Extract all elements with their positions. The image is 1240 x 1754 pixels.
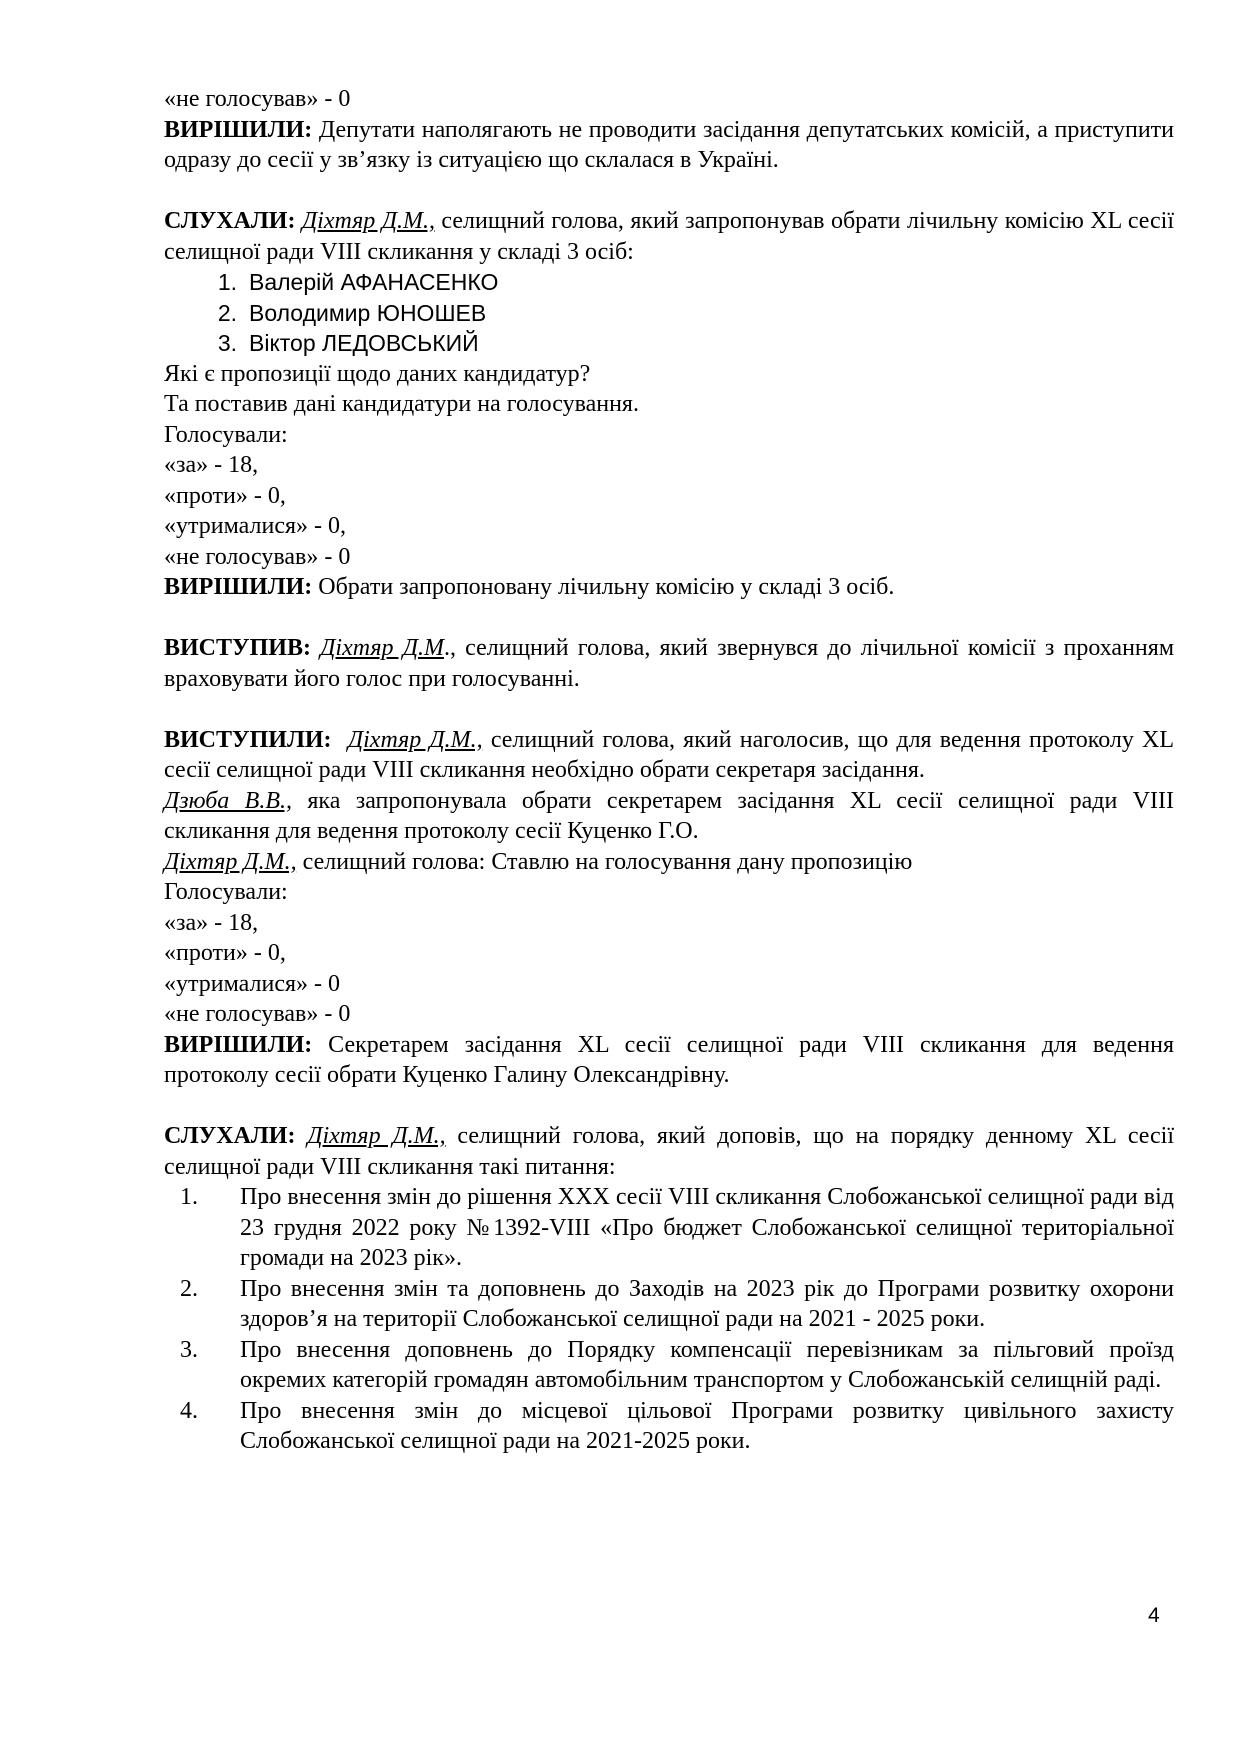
vote-not-voted: «не голосував» - 0 bbox=[164, 86, 351, 112]
speeches-paragraph bbox=[164, 725, 1174, 786]
speech-label: ВИСТУПИВ: bbox=[164, 635, 311, 661]
vote-not-voted: «не голосував» - 0 bbox=[164, 543, 351, 570]
list-item: 2. Володимир ЮНОШЕВ bbox=[164, 298, 1174, 329]
list-item: 1. Валерій АФАНАСЕНКО bbox=[164, 267, 1174, 298]
counting-commission-list bbox=[164, 267, 1174, 359]
put-to-vote-text: Та поставив дані кандидатури на голосування. bbox=[164, 391, 639, 417]
proposal-text: яка запропонувала обрати секретарем засідання XL сесії селищної ради VIII скликання для ведення протоколу сесії Куценко Г.О. bbox=[164, 787, 1174, 844]
speech-paragraph bbox=[164, 633, 1174, 694]
proposal-paragraph bbox=[164, 786, 1174, 847]
member-name: Володимир ЮНОШЕВ bbox=[249, 299, 487, 326]
document-page bbox=[164, 84, 1174, 1457]
vote-for: «за» - 18, bbox=[164, 909, 259, 936]
decision-paragraph bbox=[164, 572, 1174, 603]
proposer-name: Дзюба В.В., bbox=[164, 787, 292, 814]
decision-label: ВИРІШИЛИ: bbox=[164, 116, 313, 143]
vote-not-voted: «не голосував» - 0 bbox=[164, 1001, 351, 1027]
decision-text: Обрати запропоновану лічильну комісію у складі 3 осіб. bbox=[312, 574, 895, 600]
decision-text: Секретарем засідання XL сесії селищної ради VIII скликання для ведення протоколу сесії обрати Куценко Галину Олександрівну. bbox=[164, 1031, 1174, 1088]
vote-abstained: «утрималися» - 0, bbox=[164, 513, 347, 539]
chair-name: Діхтяр Д.М., bbox=[164, 848, 297, 875]
heard-paragraph bbox=[164, 1121, 1174, 1182]
decision-label: ВИРІШИЛИ: bbox=[164, 574, 313, 600]
voted-label: Голосували: bbox=[164, 421, 288, 448]
agenda-list bbox=[164, 1182, 1174, 1457]
question-text: Які є пропозиції щодо даних кандидатур? bbox=[164, 360, 591, 387]
speeches-label: ВИСТУПИЛИ: bbox=[164, 726, 332, 753]
heard-label: СЛУХАЛИ: bbox=[164, 1123, 296, 1149]
decision-label: ВИРІШИЛИ: bbox=[164, 1031, 313, 1058]
agenda-item: 2. Про внесення змін та доповнень до Заходів на 2023 рік до Програми розвитку охорони здоров’я на території Слобожанської селищної ради на 2021 - 2025 роки. bbox=[180, 1275, 1174, 1332]
speeches-text: селищний голова, який наголосив, що для ведення протоколу XL сесії селищної ради VIII скликання необхідно обрати секретаря засідання. bbox=[164, 726, 1175, 783]
page-number: 4 bbox=[1148, 1604, 1160, 1627]
decision-text: Депутати наполягають не проводити засідання депутатських комісій, а приступити одразу до сесії у зв’язку із ситуацією що склалася в Україні. bbox=[164, 116, 1174, 173]
speaker-name: Діхтяр Д.М., bbox=[307, 1123, 446, 1149]
heard-text: селищний голова, який доповів, що на порядку денному XL сесії селищної ради VIII скликання такі питання: bbox=[164, 1123, 1174, 1180]
list-item: 3. Віктор ЛЕДОВСЬКИЙ bbox=[164, 328, 1174, 359]
vote-abstained: «утрималися» - 0 bbox=[164, 970, 341, 997]
vote-against: «проти» - 0, bbox=[164, 940, 286, 966]
decision-paragraph bbox=[164, 115, 1174, 176]
heard-label: СЛУХАЛИ: bbox=[164, 208, 296, 234]
member-name: Валерій АФАНАСЕНКО bbox=[249, 269, 499, 295]
chair-text: селищний голова: Ставлю на голосування дану пропозицію bbox=[296, 848, 913, 875]
agenda-item: 4. Про внесення змін до місцевої цільової Програми розвитку цивільного захисту Слобожанської селищної ради на 2021-2025 роки. bbox=[180, 1397, 1174, 1454]
speech-text: ., селищний голова, який звернувся до лічильної комісії з проханням враховувати його голос при голосуванні. bbox=[164, 635, 1175, 692]
heard-paragraph bbox=[164, 206, 1174, 267]
heard-text: селищний голова, який запропонував обрати лічильну комісію XL сесії селищної ради VIII скликання у складі 3 осіб: bbox=[164, 208, 1175, 265]
decision-paragraph bbox=[164, 1030, 1174, 1091]
speaker-name: Діхтяр Д.М bbox=[320, 635, 444, 661]
speaker-name: Діхтяр Д.М., bbox=[347, 726, 483, 753]
speaker-name: Діхтяр Д.М., bbox=[301, 208, 435, 234]
voted-label: Голосували: bbox=[164, 879, 288, 905]
vote-for: «за» - 18, bbox=[164, 452, 259, 478]
chair-paragraph bbox=[164, 847, 1174, 878]
member-name: Віктор ЛЕДОВСЬКИЙ bbox=[249, 330, 479, 356]
vote-against: «проти» - 0, bbox=[164, 482, 286, 509]
agenda-item: 1. Про внесення змін до рішення XXX сесії VIII скликання Слобожанської селищної ради від 23 грудня 2022 року №1392-VIII «Про бюджет Слобожанської селищної територіальної громади на 2023 рік». bbox=[180, 1184, 1174, 1271]
agenda-item: 3. Про внесення доповнень до Порядку компенсації перевізникам за пільговий проїзд окремих категорій громадян автомобільним транспортом у Слобожанській селищній раді. bbox=[180, 1336, 1174, 1393]
